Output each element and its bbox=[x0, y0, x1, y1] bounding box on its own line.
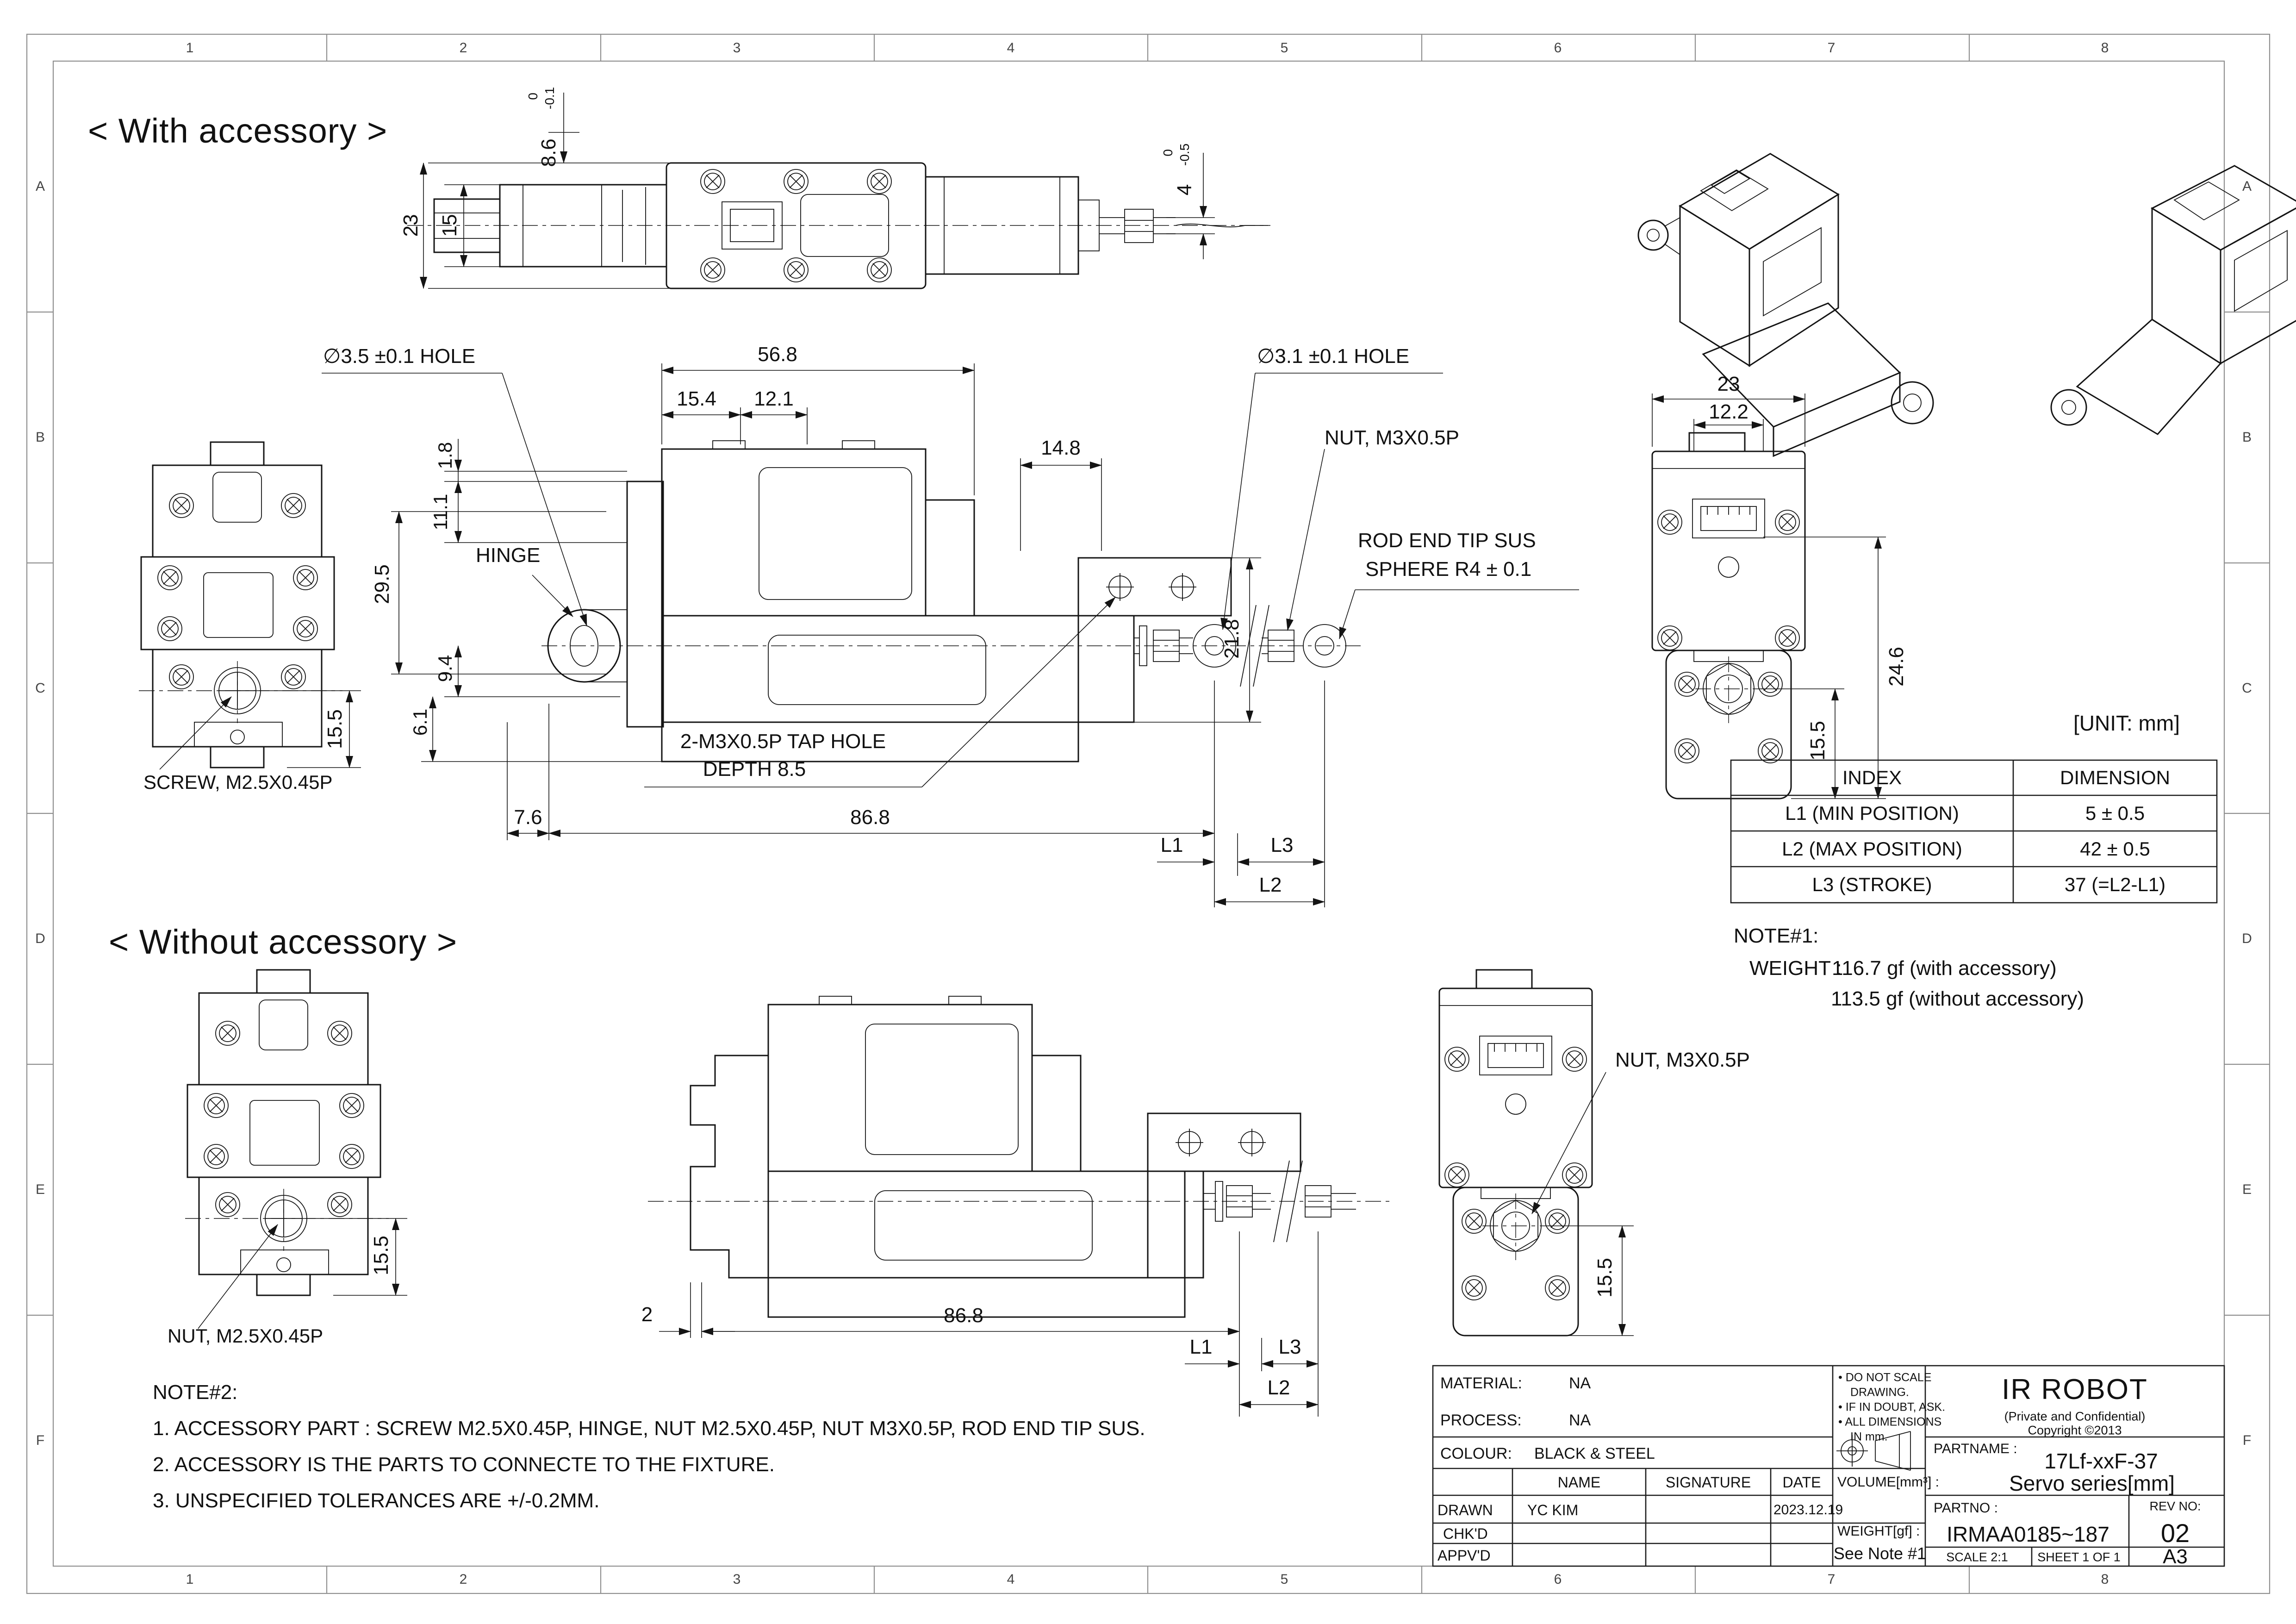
grid-row-c-right: C bbox=[2242, 681, 2252, 696]
tb-revno-value: 02 bbox=[2160, 1518, 2190, 1548]
grid-row-e-right: E bbox=[2242, 1182, 2252, 1197]
dim-side-l3: L3 bbox=[1270, 834, 1294, 856]
dim-rear-24-6: 24.6 bbox=[1885, 647, 1908, 687]
tb-process-value: NA bbox=[1569, 1412, 1591, 1429]
tb-partno-value: IRMAA0185~187 bbox=[1947, 1522, 2109, 1546]
dim-side-12-1: 12.1 bbox=[754, 387, 794, 410]
grid-row-a-left: A bbox=[35, 179, 45, 194]
dim-top-15: 15 bbox=[438, 214, 461, 237]
dim-side-6-1: 6.1 bbox=[409, 708, 431, 736]
label-rod-end-2: SPHERE R4 ± 0.1 bbox=[1365, 558, 1532, 581]
grid-col-1-top: 1 bbox=[186, 40, 194, 56]
dim-side-29-5: 29.5 bbox=[371, 564, 393, 604]
table-cell-l1: L1 (MIN POSITION) bbox=[1785, 802, 1959, 824]
dim-side-9-4: 9.4 bbox=[434, 655, 456, 682]
grid-row-a-right: A bbox=[2242, 179, 2252, 194]
grid-col-7-top: 7 bbox=[1827, 40, 1836, 56]
dim-side-56-8: 56.8 bbox=[758, 343, 797, 366]
tb-partname-line2: Servo series[mm] bbox=[2009, 1471, 2175, 1495]
tb-note-line-3: • IF IN DOUBT, ASK. bbox=[1838, 1400, 1946, 1414]
note2-item-1: 1. ACCESSORY PART : SCREW M2.5X0.45P, HINGE, NUT M2.5X0.45P, NUT M3X0.5P, ROD END TIP SUS. bbox=[153, 1417, 1145, 1440]
tb-volume-label: VOLUME[mm³] : bbox=[1837, 1474, 1940, 1490]
label-rod-end-1: ROD END TIP SUS bbox=[1358, 529, 1536, 552]
dim-top-8-6: 8.6 bbox=[537, 138, 560, 167]
grid-col-2-bottom: 2 bbox=[459, 1572, 467, 1587]
dim-rear-23: 23 bbox=[1717, 373, 1740, 395]
tb-company-logo: IR ROBOT bbox=[2002, 1374, 2148, 1405]
dim-bottom-l3: L3 bbox=[1278, 1336, 1301, 1358]
note2-item-2: 2. ACCESSORY IS THE PARTS TO CONNECTE TO THE FIXTURE. bbox=[153, 1453, 775, 1476]
note2-title: NOTE#2: bbox=[153, 1381, 238, 1404]
label-hinge: HINGE bbox=[476, 544, 541, 567]
tb-partname-label: PARTNAME : bbox=[1934, 1441, 2017, 1456]
table-cell-l2-value: 42 ± 0.5 bbox=[2080, 838, 2150, 860]
grid-col-4-top: 4 bbox=[1007, 40, 1015, 56]
dim-bottom-l1: L1 bbox=[1189, 1336, 1213, 1358]
tb-name-header: NAME bbox=[1557, 1474, 1601, 1491]
grid-col-5-top: 5 bbox=[1280, 40, 1288, 56]
dim-side-14-8: 14.8 bbox=[1041, 437, 1081, 459]
grid-row-c-left: C bbox=[35, 681, 45, 696]
dim-side-l2: L2 bbox=[1259, 874, 1282, 896]
note1-weight-label: WEIGHT : bbox=[1749, 957, 1842, 980]
view-rear-with-accessory bbox=[1652, 394, 1886, 799]
tb-note-line-1: • DO NOT SCALE bbox=[1838, 1371, 1932, 1384]
view-top-with-accessory bbox=[407, 93, 1270, 288]
table-cell-l1-value: 5 ± 0.5 bbox=[2085, 802, 2145, 824]
label-tap-hole-2: DEPTH 8.5 bbox=[703, 758, 806, 781]
table-cell-l3-value: 37 (=L2-L1) bbox=[2064, 874, 2166, 895]
tb-date-header: DATE bbox=[1782, 1474, 1821, 1491]
grid-col-6-top: 6 bbox=[1554, 40, 1562, 56]
grid-row-d-left: D bbox=[35, 931, 45, 946]
tb-material-label: MATERIAL: bbox=[1440, 1374, 1522, 1392]
tb-process-label: PROCESS: bbox=[1440, 1412, 1522, 1429]
tb-signature-header: SIGNATURE bbox=[1665, 1474, 1751, 1491]
dim-side-7-6: 7.6 bbox=[514, 806, 542, 829]
tb-scale: SCALE 2:1 bbox=[1946, 1550, 2008, 1564]
dim-bottom-l2: L2 bbox=[1267, 1376, 1290, 1399]
dim-top-23: 23 bbox=[399, 214, 422, 237]
tb-confidential: (Private and Confidential) bbox=[2004, 1409, 2146, 1424]
view-isometric-right bbox=[2051, 166, 2296, 434]
dim-top-4: 4 bbox=[1173, 184, 1196, 196]
tb-note-line-2: DRAWING. bbox=[1850, 1386, 1909, 1399]
dim-side-86-8: 86.8 bbox=[850, 806, 890, 829]
grid-row-e-left: E bbox=[35, 1182, 45, 1197]
grid-col-8-bottom: 8 bbox=[2101, 1572, 2109, 1587]
label-hole-3-1: ∅3.1 ±0.1 HOLE bbox=[1257, 345, 1410, 368]
grid-col-8-top: 8 bbox=[2101, 40, 2109, 56]
grid-col-1-bottom: 1 bbox=[186, 1572, 194, 1587]
label-hole-3-5: ∅3.5 ±0.1 HOLE bbox=[323, 345, 476, 368]
tb-partname-line1: 17Lf-xxF-37 bbox=[2044, 1449, 2158, 1473]
note1-weight-without: 113.5 gf (without accessory) bbox=[1831, 987, 2084, 1010]
label-nut-m25: NUT, M2.5X0.45P bbox=[168, 1325, 324, 1347]
dim-rear-15-5: 15.5 bbox=[1806, 721, 1829, 761]
label-screw-m25: SCREW, M2.5X0.45P bbox=[143, 771, 333, 793]
dim-top-8-6-tol-upper: 0 bbox=[526, 93, 540, 100]
tb-note-line-5: IN mm. bbox=[1850, 1430, 1888, 1443]
dim-side-11-1: 11.1 bbox=[429, 493, 451, 531]
grid-col-5-bottom: 5 bbox=[1280, 1572, 1288, 1587]
grid-col-4-bottom: 4 bbox=[1007, 1572, 1015, 1587]
dim-bottom-rear-15-5: 15.5 bbox=[1593, 1258, 1616, 1298]
dim-top-8-6-tol-lower: -0.1 bbox=[542, 87, 557, 110]
grid-row-d-right: D bbox=[2242, 931, 2252, 946]
dim-side-1-8: 1.8 bbox=[434, 442, 456, 469]
dim-bottom-86-8: 86.8 bbox=[944, 1304, 983, 1327]
grid-row-b-left: B bbox=[35, 430, 45, 445]
tb-chkd-label: CHK'D bbox=[1443, 1525, 1488, 1542]
tb-colour-label: COLOUR: bbox=[1440, 1445, 1512, 1462]
label-nut-m3: NUT, M3X0.5P bbox=[1325, 426, 1459, 449]
tb-drawn-name: YC KIM bbox=[1527, 1502, 1579, 1518]
tb-paper-size: A3 bbox=[2163, 1545, 2188, 1568]
table-header-dimension: DIMENSION bbox=[2060, 767, 2171, 788]
tb-drawn-date: 2023.12.19 bbox=[1773, 1502, 1843, 1518]
tb-weight-value: See Note #1 bbox=[1833, 1544, 1927, 1563]
dim-side-21-8: 21.8 bbox=[1220, 619, 1243, 659]
table-cell-l2: L2 (MAX POSITION) bbox=[1782, 838, 1962, 860]
tb-colour-value: BLACK & STEEL bbox=[1534, 1445, 1655, 1462]
dim-front-15-5: 15.5 bbox=[324, 709, 346, 749]
dim-top-4-tol-upper: 0 bbox=[1161, 149, 1175, 156]
note1-weight-with: 116.7 gf (with accessory) bbox=[1832, 957, 2057, 980]
tb-appvd-label: APPV'D bbox=[1437, 1547, 1491, 1564]
dim-side-l1: L1 bbox=[1160, 834, 1183, 856]
grid-col-6-bottom: 6 bbox=[1554, 1572, 1562, 1587]
tb-sheet: SHEET 1 OF 1 bbox=[2037, 1550, 2121, 1564]
dim-bottom-2: 2 bbox=[641, 1303, 653, 1326]
grid-row-f-right: F bbox=[2242, 1433, 2252, 1448]
grid-col-2-top: 2 bbox=[459, 40, 467, 56]
unit-note: [UNIT: mm] bbox=[2073, 711, 2180, 735]
label-bottom-nut-m3: NUT, M3X0.5P bbox=[1615, 1049, 1750, 1071]
dim-side-15-4: 15.4 bbox=[677, 387, 716, 410]
dim-top-4-tol-lower: -0.5 bbox=[1177, 143, 1192, 166]
tb-copyright: Copyright ©2013 bbox=[2028, 1423, 2122, 1437]
grid-col-3-top: 3 bbox=[733, 40, 741, 56]
heading-with-accessory: < With accessory > bbox=[88, 112, 388, 150]
tb-revno-label: REV NO: bbox=[2149, 1499, 2201, 1513]
grid-col-3-bottom: 3 bbox=[733, 1572, 741, 1587]
table-cell-l3: L3 (STROKE) bbox=[1812, 874, 1932, 895]
tb-drawn-label: DRAWN bbox=[1437, 1502, 1493, 1518]
tb-partno-label: PARTNO : bbox=[1934, 1500, 1998, 1516]
dim-bottom-front-15-5: 15.5 bbox=[370, 1236, 392, 1275]
note1-title: NOTE#1: bbox=[1734, 924, 1819, 947]
label-tap-hole-1: 2-M3X0.5P TAP HOLE bbox=[680, 730, 886, 753]
tb-material-value: NA bbox=[1569, 1374, 1591, 1392]
view-isometric-left bbox=[1638, 154, 1933, 456]
grid-row-b-right: B bbox=[2242, 430, 2252, 445]
table-header-index: INDEX bbox=[1842, 767, 1902, 788]
dim-rear-12-2: 12.2 bbox=[1709, 400, 1748, 423]
grid-row-f-left: F bbox=[36, 1433, 45, 1448]
grid-col-7-bottom: 7 bbox=[1827, 1572, 1836, 1587]
tb-note-line-4: • ALL DIMENSIONS bbox=[1838, 1415, 1942, 1429]
heading-without-accessory: < Without accessory > bbox=[109, 923, 458, 961]
tb-weight-label: WEIGHT[gf] : bbox=[1837, 1524, 1920, 1539]
note2-item-3: 3. UNSPECIFIED TOLERANCES ARE +/-0.2MM. bbox=[153, 1489, 600, 1512]
